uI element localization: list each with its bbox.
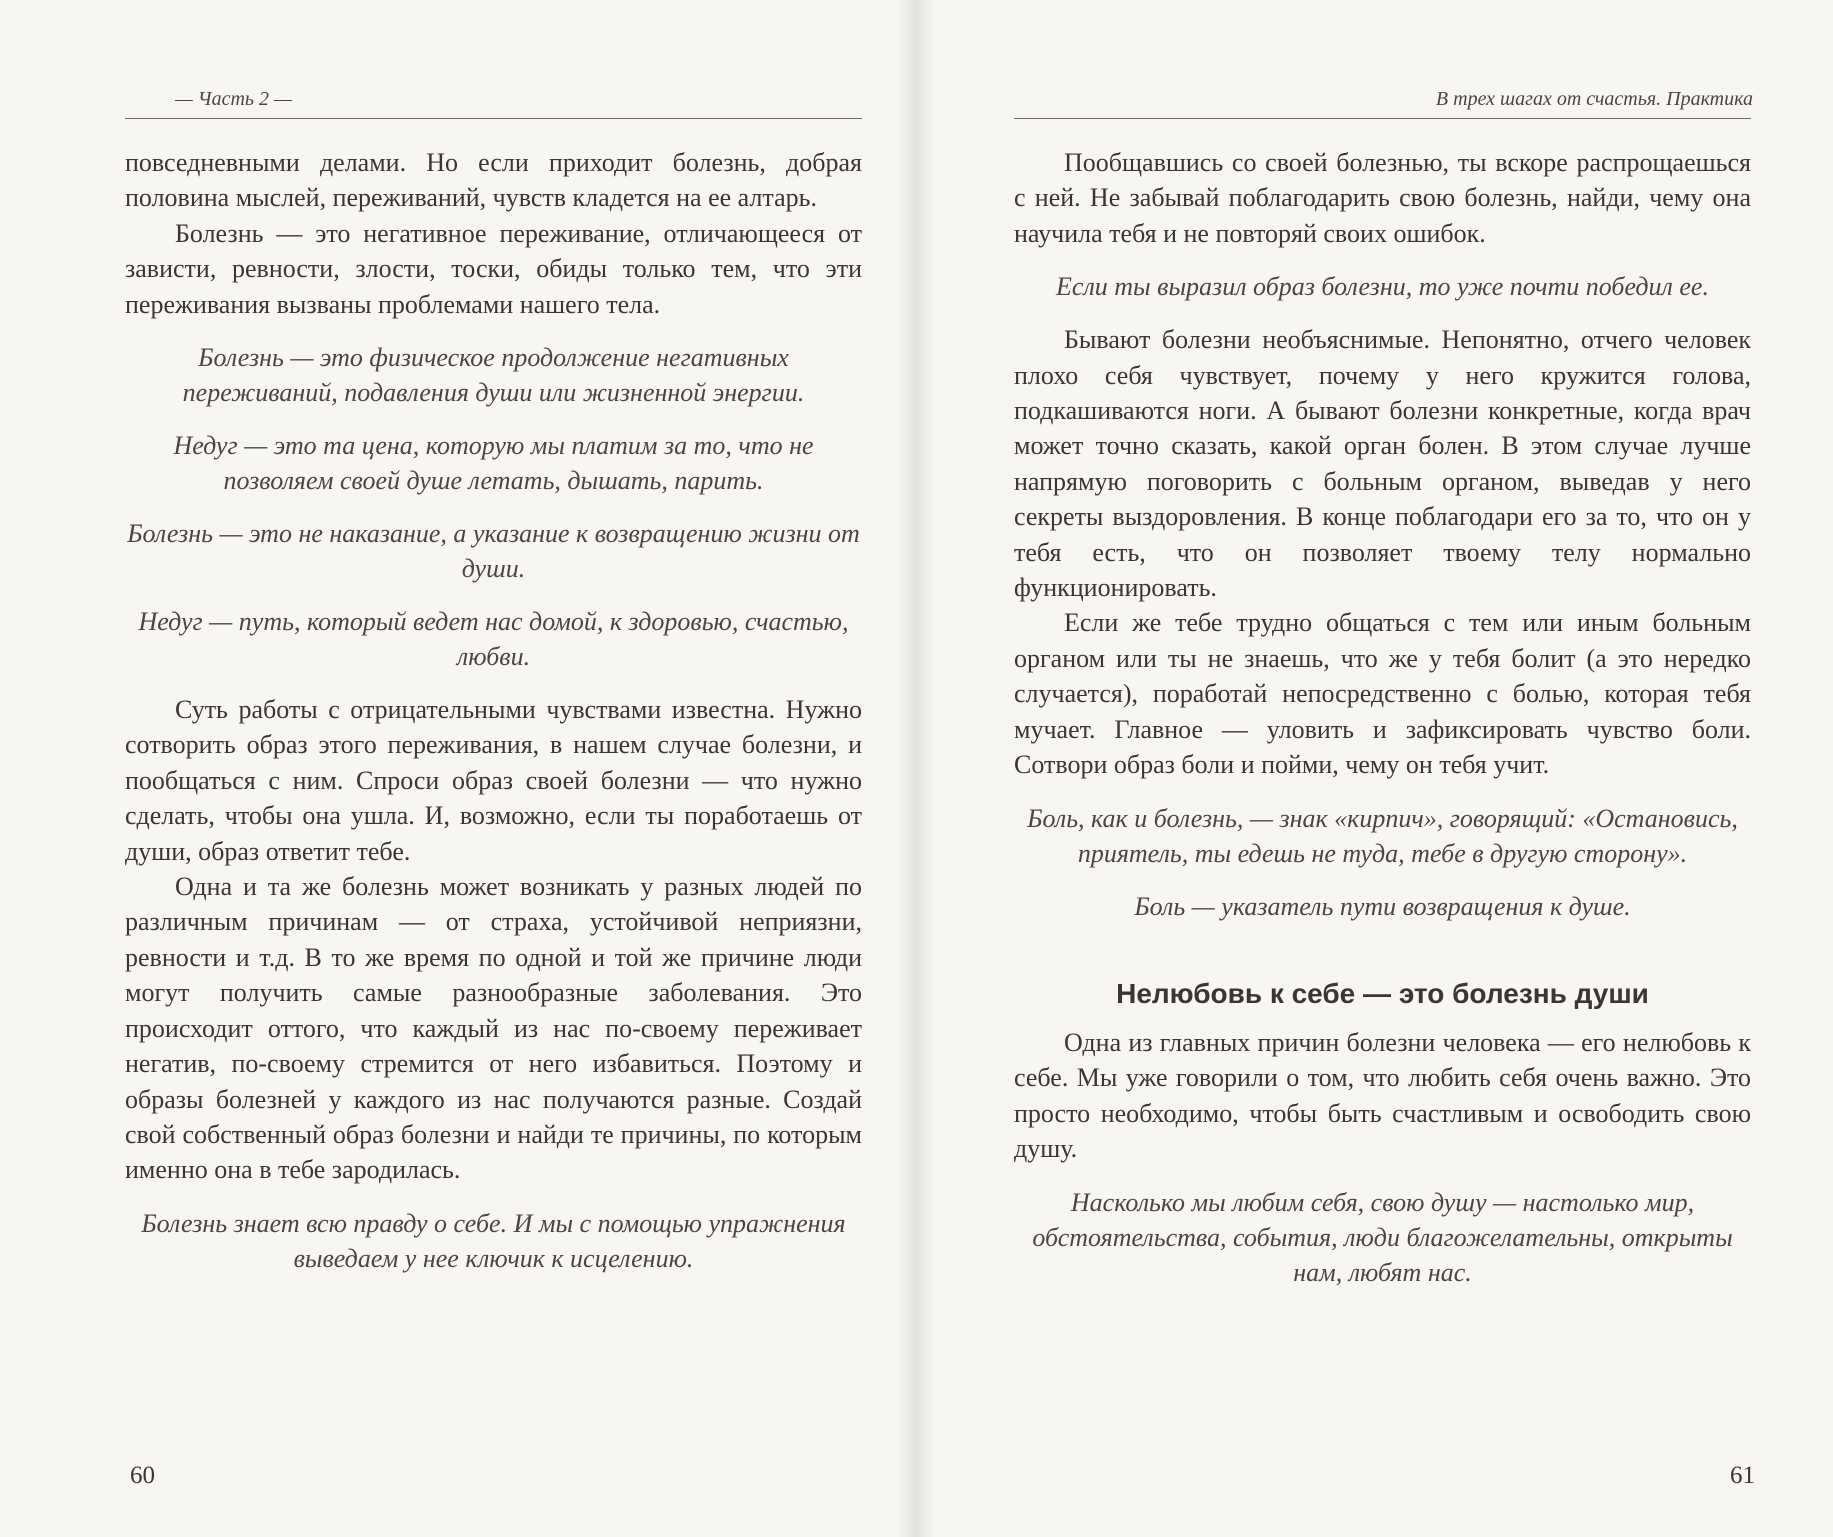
header-rule [1014, 118, 1751, 119]
paragraph: повседневными делами. Но если приходит болезнь, добрая половина мыслей, переживаний, чувств кладется на ее алтарь. [125, 148, 862, 213]
aphorism: Болезнь — это физическое продолжение негативных переживаний, подавления души или жизненной энергии. [182, 343, 805, 408]
book-gutter-shadow [896, 0, 936, 1537]
left-page [0, 0, 916, 1537]
aphorism: Недуг — это та цена, которую мы платим за то, что не позволяем своей душе летать, дышать, парить. [173, 431, 814, 496]
aphorism: Боль — указатель пути возвращения к душе. [1134, 891, 1631, 921]
aphorism: Недуг — путь, который ведет нас домой, к здоровью, счастью, любви. [138, 607, 849, 672]
paragraph: Одна и та же болезнь может возникать у разных людей по различным причинам — от страха, устойчивой неприязни, ревности и т.д. В то же время по одной и той же причине люди могут получить самые разнообразные заболевания. Это происходит оттого, что каждый из нас по-своему переживает негатив, по-своему стремится от него избавиться. Поэтому и образы болезней у каждого из нас получаются разные. Создай свой собственный образ болезни и найди те причины, по которым именно она в тебе зародилась. [125, 872, 862, 1185]
paragraph: Пообщавшись со своей болезнью, ты вскоре распрощаешься с ней. Не забывай поблагодарить свою болезнь, найди, чему она научила тебя и не повторяй своих ошибок. [1014, 148, 1751, 248]
aphorism: Насколько мы любим себя, свою душу — настолько мир, обстоятельства, события, люди благожелательны, открыты нам, любят нас. [1032, 1187, 1733, 1287]
section-heading: Нелюбовь к себе — это болезнь души [1116, 977, 1649, 1009]
aphorism: Болезнь знает всю правду о себе. И мы с помощью упражнения выведаем у нее ключик к исцелению. [141, 1208, 846, 1273]
paragraph: Если же тебе трудно общаться с тем или иным больным органом или ты не знаешь, что же у тебя болит (а это нередко случается), поработай непосредственно с болью, которая тебя мучает. Главное — уловить и зафиксировать чувство боли. Сотвори образ боли и пойми, чему он тебя учит. [1014, 608, 1751, 780]
body-text [1014, 145, 1751, 1308]
aphorism: Болезнь — это не наказание, а указание к возвращению жизни от души. [127, 519, 860, 584]
aphorism: Боль, как и болезнь, — знак «кирпич», говорящий: «Остановись, приятель, ты едешь не туда, тебе в другую сторону». [1027, 803, 1738, 868]
page-number: 60 [130, 1462, 155, 1489]
running-head: — Часть 2 — [175, 88, 292, 110]
aphorism: Если ты выразил образ болезни, то уже почти победил ее. [1056, 272, 1709, 302]
page-number: 61 [1730, 1462, 1755, 1489]
running-head: В трех шагах от счастья. Практика [1435, 88, 1753, 110]
paragraph: Одна из главных причин болезни человека — его нелюбовь к себе. Мы уже говорили о том, что любить себя очень важно. Это просто необходимо, чтобы быть счастливым и освободить свою душу. [1014, 1027, 1751, 1164]
paragraph: Болезнь — это негативное переживание, отличающееся от зависти, ревности, злости, тоски, обиды только тем, что эти переживания вызваны проблемами нашего тела. [125, 218, 862, 319]
paragraph: Суть работы с отрицательными чувствами известна. Нужно сотворить образ этого переживания, в нашем случае болезни, и пообщаться с ним. Спроси образ своей болезни — что нужно сделать, чтобы она ушла. И, возможно, если ты поработаешь от души, образ ответит тебе. [125, 695, 862, 866]
right-page [916, 0, 1833, 1537]
header-rule [125, 118, 862, 119]
paragraph: Бывают болезни необъяснимые. Непонятно, отчего человек плохо себя чувствует, почему у него кружится голова, подкашиваются ноги. А бывают болезни конкретные, когда врач может точно сказать, какой орган болен. В этом случае лучше напрямую поговорить с больным органом, выведав у него секреты выздоровления. В конце поблагодари его за то, что он у тебя есть, что он позволяет твоему телу нормально функционировать. [1014, 325, 1751, 603]
body-text [125, 145, 862, 1294]
